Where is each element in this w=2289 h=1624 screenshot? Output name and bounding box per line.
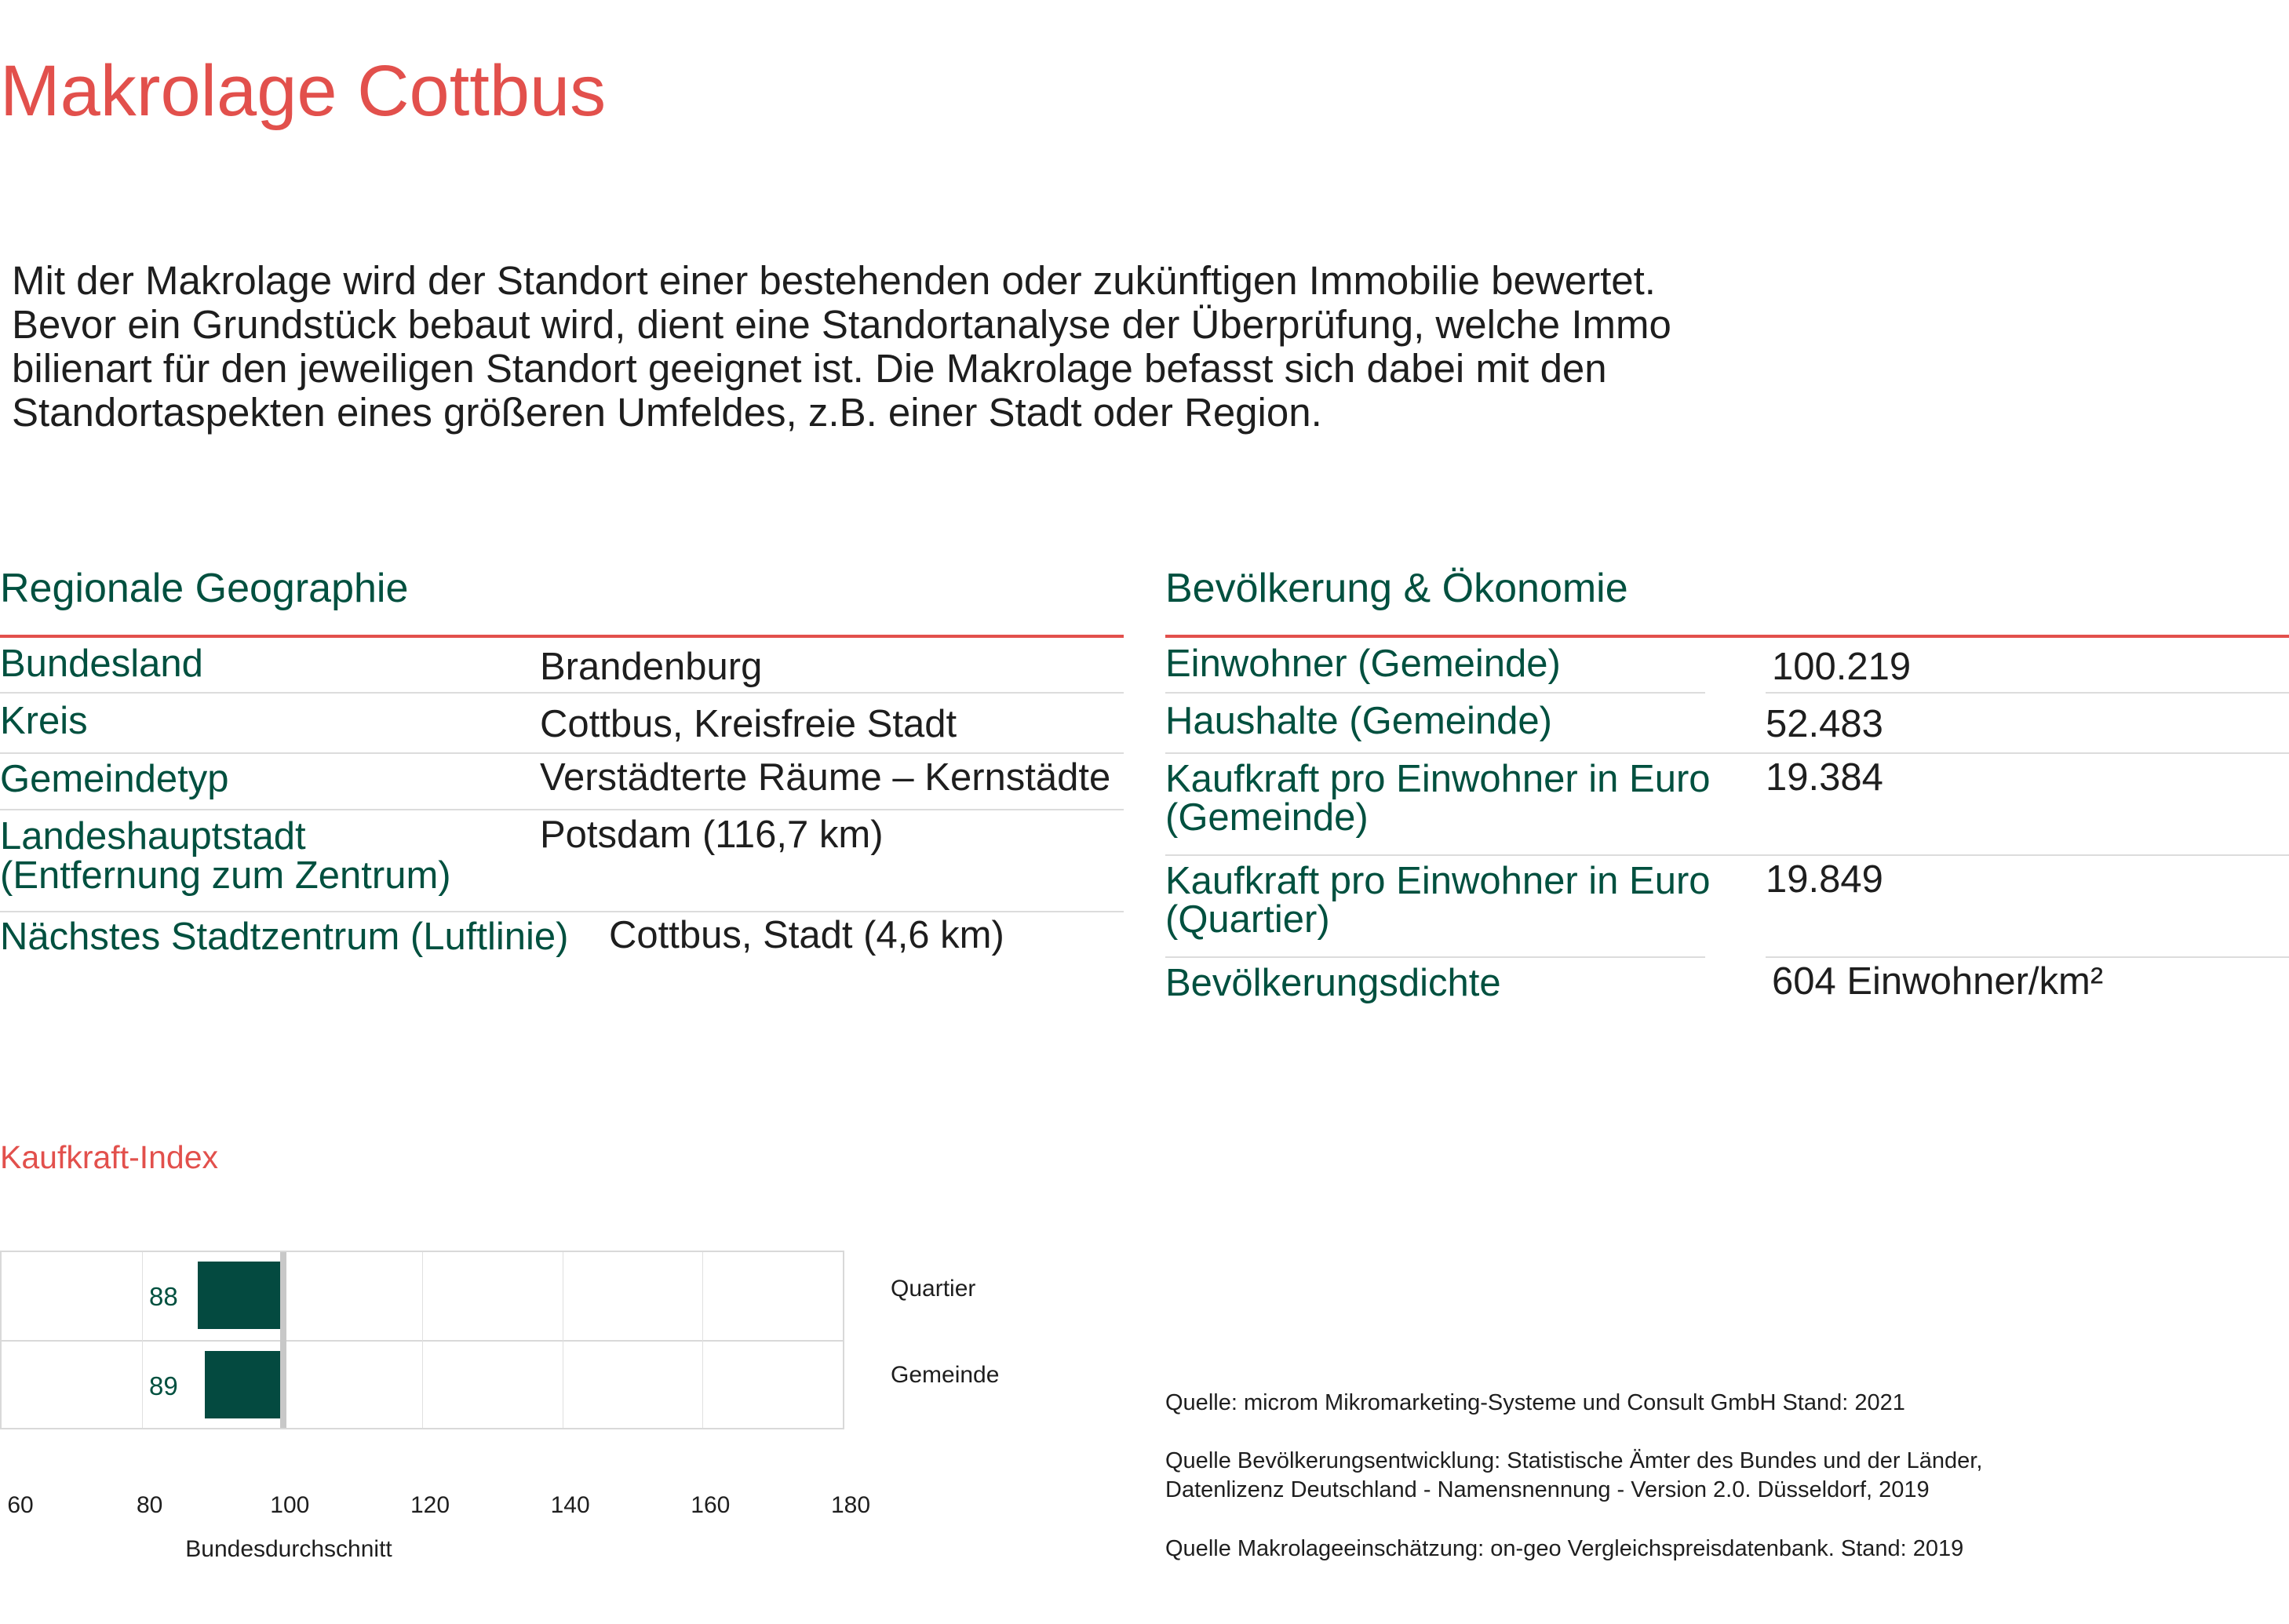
divider [1766,956,2289,958]
intro-paragraph [12,259,1895,435]
row-label: Einwohner (Gemeinde) [1165,643,1561,685]
chart-title: Kaufkraft-Index [0,1139,219,1175]
category-label-gemeinde: Gemeinde [891,1362,1000,1388]
bar-value-label: 89 [149,1371,178,1400]
divider [1165,692,1705,694]
divider [1165,956,1705,958]
row-value: 100.219 [1772,646,1912,688]
baseline-label: Bundesdurchschnitt [185,1536,392,1562]
intro-line: Bevor ein Grundstück bebaut wird, dient eine Standortanalyse der Überprüfung, welche Immo [12,302,1671,347]
row-label: Gemeindetyp [0,758,229,800]
row-value: 604 Einwohner/km² [1772,960,2104,1003]
row-label: Landeshauptstadt [0,815,306,858]
row-label: Haushalte (Gemeinde) [1165,700,1552,742]
row-label: Nächstes Stadtzentrum (Luftlinie) [0,916,569,958]
x-tick-label: 100 [270,1492,310,1518]
kaufkraft-chart [0,1251,844,1429]
row-value: 19.849 [1766,858,1883,901]
row-label: (Quartier) [1165,898,1330,941]
x-tick-label: 80 [136,1492,163,1518]
x-tick-label: 60 [7,1492,34,1518]
divider [0,692,1124,694]
intro-line: Standortaspekten eines größeren Umfeldes, z.B. einer Stadt oder Region. [12,390,1322,435]
divider [1165,854,2289,856]
row-value: Verstädterte Räume – Kernstädte [540,756,1111,799]
divider [0,809,1124,810]
row-value: Cottbus, Kreisfreie Stadt [540,703,957,745]
source-note: Datenlizenz Deutschland - Namensnennung - Version 2.0. Düsseldorf, 2019 [1165,1477,1930,1502]
row-value: 19.384 [1766,756,1883,799]
row-label: Kaufkraft pro Einwohner in Euro [1165,758,1711,800]
row-value: Potsdam (116,7 km) [540,814,884,856]
bar-value-label: 88 [149,1282,178,1311]
baseline-line [280,1252,286,1428]
row-label: Bevölkerungsdichte [1165,962,1501,1004]
row-label: (Gemeinde) [1165,796,1369,839]
x-tick-label: 180 [830,1492,871,1518]
intro-line: bilienart für den jeweiligen Standort geeignet ist. Die Makrolage befasst sich dabei mit den [12,346,1607,391]
x-tick-label: 160 [691,1492,731,1518]
divider [0,752,1124,754]
row-label: Kreis [0,700,88,742]
row-value: Brandenburg [540,646,763,688]
bar-quartier [198,1262,282,1329]
gridline-vertical [142,1252,143,1428]
row-value: 52.483 [1766,703,1883,745]
page-title: Makrolage Cottbus [0,51,607,131]
section-heading-oekonomie: Bevölkerung & Ökonomie [1165,566,1628,611]
divider [0,635,1124,638]
row-label: (Entfernung zum Zentrum) [0,854,451,897]
gridline-vertical [702,1252,703,1428]
category-label-quartier: Quartier [891,1276,976,1302]
row-label: Kaufkraft pro Einwohner in Euro [1165,860,1711,902]
intro-line: Mit der Makrolage wird der Standort einer bestehenden oder zukünftigen Immobilie bewertet. [12,258,1656,303]
divider [0,911,1124,912]
source-note: Quelle: microm Mikromarketing-Systeme und Consult GmbH Stand: 2021 [1165,1390,1905,1415]
gridline-vertical [422,1252,423,1428]
source-note: Quelle Makrolageeinschätzung: on-geo Vergleichspreisdatenbank. Stand: 2019 [1165,1536,1964,1561]
x-tick-label: 140 [550,1492,590,1518]
divider [1165,635,2289,638]
row-value: Cottbus, Stadt (4,6 km) [609,914,1004,956]
divider [1165,752,2289,754]
row-label: Bundesland [0,643,203,685]
divider [1766,692,2289,694]
bar-gemeinde [205,1351,282,1418]
source-note: Quelle Bevölkerungsentwicklung: Statistische Ämter des Bundes und der Länder, [1165,1448,1983,1473]
section-heading-geographie: Regionale Geographie [0,566,409,611]
x-tick-label: 120 [410,1492,450,1518]
